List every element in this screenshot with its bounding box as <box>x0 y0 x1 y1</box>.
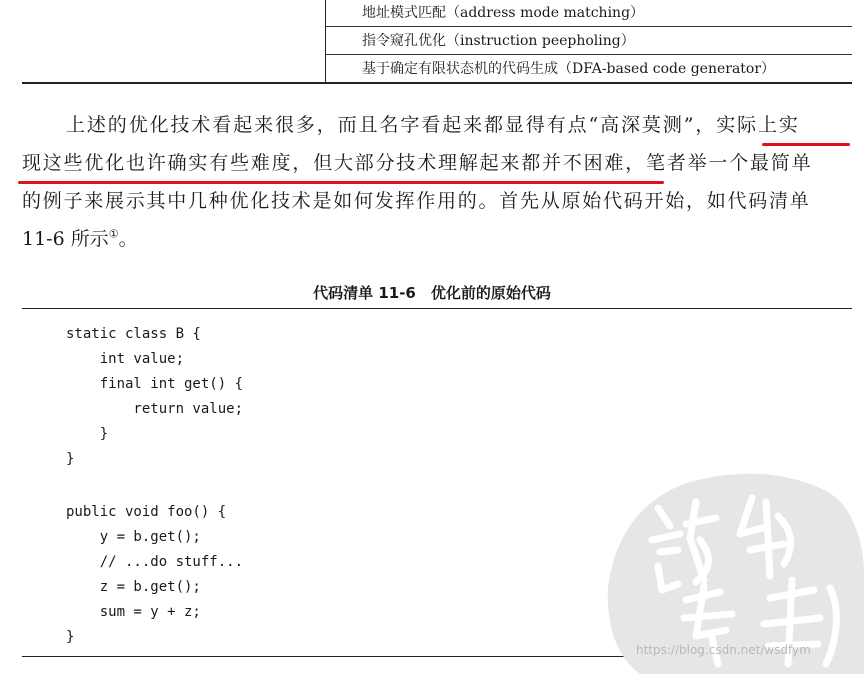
highlight-underline <box>18 181 664 184</box>
code-line: return value; <box>66 401 244 417</box>
listing-caption: 代码清单 11-6 优化前的原始代码 <box>313 284 551 302</box>
paragraph-line: 11-6 所示①。 <box>22 227 138 250</box>
table-row: 指令窥孔优化（instruction peepholing） <box>326 28 852 55</box>
table-row: 基于确定有限状态机的代码生成（DFA-based code generator） <box>362 61 776 77</box>
optimization-table <box>22 0 852 84</box>
code-line: // ...do stuff... <box>66 554 244 570</box>
table-bottom-rule <box>22 82 852 84</box>
code-line: int value; <box>66 351 185 367</box>
code-line: y = b.get(); <box>66 529 201 545</box>
code-line: z = b.get(); <box>66 579 201 595</box>
paragraph-line: 上述的优化技术看起来很多，而且名字看起来都显得有点“高深莫测”，实际上实 <box>66 114 800 136</box>
table-row: 地址模式匹配（address mode matching） <box>326 0 852 27</box>
footnote-mark: ① <box>108 227 119 241</box>
code-line: sum = y + z; <box>66 604 201 620</box>
code-line: } <box>66 426 109 442</box>
listing-top-rule <box>22 308 852 309</box>
code-line: } <box>66 629 75 645</box>
code-line: static class B { <box>66 326 201 342</box>
code-line: public void foo() { <box>66 504 227 520</box>
watermark-url: https://blog.csdn.net/wsdfym <box>636 643 811 657</box>
code-line: final int get() { <box>66 376 244 392</box>
paragraph-line: 现这些优化也许确实有些难度，但大部分技术理解起来都并不困难，笔者举一个最简单 <box>22 152 813 174</box>
highlight-underline <box>762 143 850 146</box>
code-line: } <box>66 451 75 467</box>
paragraph-line: 的例子来展示其中几种优化技术是如何发挥作用的。首先从原始代码开始，如代码清单 <box>22 190 811 212</box>
paragraph-line-text: 11-6 所示 <box>22 228 109 250</box>
